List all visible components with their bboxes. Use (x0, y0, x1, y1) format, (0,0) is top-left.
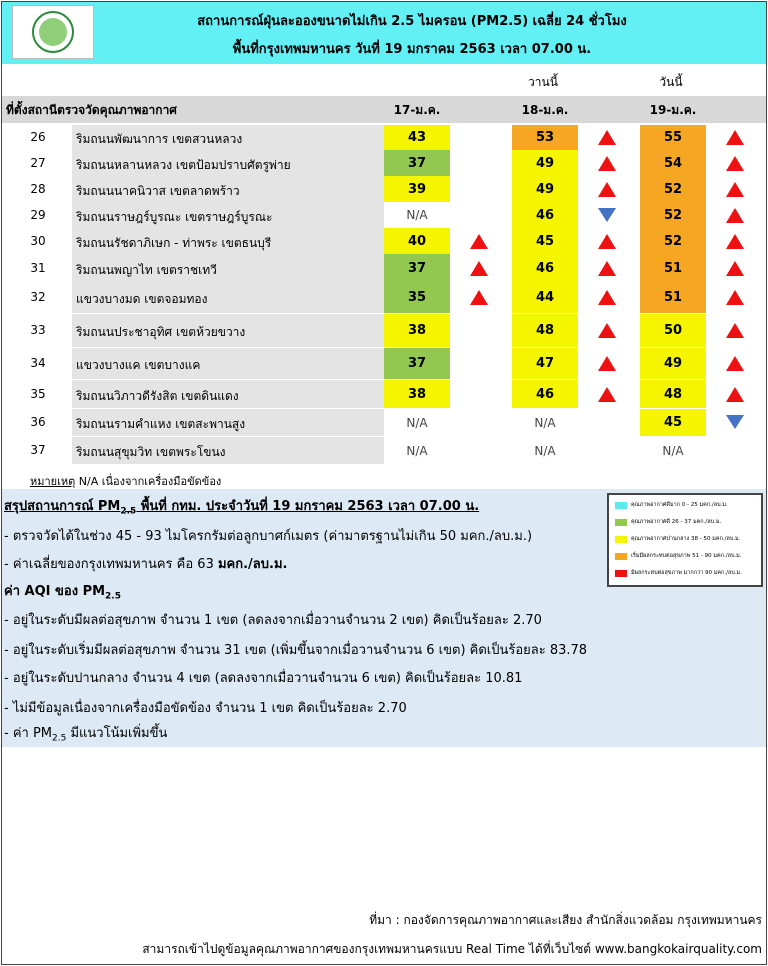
trend-down-icon (726, 415, 744, 429)
station-location: แขวงบางมด เขตจอมทอง (76, 292, 208, 306)
pm25-value-17: 40 (384, 228, 450, 254)
bangkok-logo (12, 5, 94, 59)
pm25-value-18: N/A (534, 415, 556, 430)
aqi-line-1: - อยู่ในระดับมีผลต่อสุขภาพ จำนวน 1 เขต (ลดลงจากเมื่อวานจำนวน 2 เขต) คิดเป็นร้อยละ 2.70 (4, 613, 542, 628)
today-label: วันนี้ (659, 75, 683, 89)
pm25-value-17: N/A (406, 415, 428, 430)
pm25-value-19: 49 (640, 348, 706, 379)
trend-up-icon (726, 182, 744, 197)
legend-item-good: คุณภาพอากาศดี 26 - 37 มคก./ลบ.ม. (615, 518, 721, 526)
trend-up-icon (598, 356, 616, 371)
pm25-value-19: 52 (640, 176, 706, 202)
trend-up-icon (726, 261, 744, 276)
color-legend (607, 493, 763, 587)
station-number: 27 (30, 155, 46, 170)
summary-title: สรุปสถานการณ์ $PM_{2.5}$ พื้นที่ กทม. ประจำวันที่ 19 มกราคม 2563 เวลา 07.00 น. (4, 499, 480, 517)
station-location: ริมถนนพญาไท เขตราชเทวี (76, 262, 217, 277)
legend-item-very-good: คุณภาพอากาศดีมาก 0 - 25 มคก./ลบ.ม. (615, 501, 728, 509)
aqi-line-2: - อยู่ในระดับเริ่มมีผลต่อสุขภาพ จำนวน 31 เขต (เพิ่มขึ้นจากเมื่อวานจำนวน 6 เขต) คิดเป็นร้อยละ 83.78 (4, 643, 588, 658)
pm25-value-17: 38 (384, 380, 450, 408)
station-location: ริมถนนพัฒนาการ เขตสวนหลวง (76, 132, 243, 146)
yesterday-label: วานนี้ (528, 75, 558, 89)
seal-icon (32, 11, 74, 53)
table-header (2, 96, 766, 123)
trend-up-icon (598, 387, 616, 402)
legend-item-unhealthy: มีผลกระทบต่อสุขภาพ มากกว่า 90 มคก./ลบ.ม. (615, 569, 742, 577)
summary-range: - ตรวจวัดได้ในช่วง 45 - 93 ไมโครกรัมต่อลูกบาศก์เมตร (ค่ามาตรฐานไม่เกิน 50 มคก./ลบ.ม.) (4, 529, 533, 544)
trend-up-icon (598, 323, 616, 338)
table-row (2, 282, 766, 313)
summary-average: - ค่าเฉลี่ยของกรุงเทพมหานคร คือ 63 มคก./ลบ.ม. (4, 557, 288, 572)
station-number: 28 (30, 181, 46, 196)
table-row (2, 254, 766, 282)
note-text: N/A เนื่องจากเครื่องมือขัดข้อง (75, 475, 222, 488)
report-subtitle: พื้นที่กรุงเทพมหานคร วันที่ 19 มกราคม 2563 เวลา 07.00 น. (232, 42, 592, 57)
table-row (2, 409, 766, 436)
pm25-value-19: 50 (640, 314, 706, 347)
table-row (2, 176, 766, 202)
trend-up-icon (726, 234, 744, 249)
table-row (2, 202, 766, 228)
pm25-value-18: 46 (512, 202, 578, 228)
pm25-value-17: 43 (384, 125, 450, 150)
note-label: หมายเหตุ (30, 475, 76, 488)
pm25-value-19: 55 (640, 125, 706, 150)
station-location: ริมถนนหลานหลวง เขตป้อมปราบศัตรูพ่าย (76, 157, 291, 172)
station-number: 33 (30, 323, 46, 337)
station-location: แขวงบางแค เขตบางแค (76, 358, 201, 372)
station-number: 36 (30, 415, 46, 429)
station-number: 29 (30, 207, 46, 222)
report-title: สถานการณ์ฝุ่นละอองขนาดไม่เกิน 2.5 ไมครอน (PM2.5) เฉลี่ย 24 ชั่วโมง (197, 14, 627, 29)
trend-line: - ค่า $PM_{2.5}$ มีแนวโน้มเพิ่มขึ้น (4, 726, 168, 744)
station-location: ริมถนนนาคนิวาส เขตลาดพร้าว (76, 183, 240, 198)
pm25-value-17: 39 (384, 176, 450, 202)
pm25-value-18: 46 (512, 254, 578, 282)
pm25-value-19: 52 (640, 228, 706, 254)
date-18-header: 18-ม.ค. (521, 103, 569, 117)
date-19-header: 19-ม.ค. (649, 103, 697, 117)
pm25-value-18: 49 (512, 176, 578, 202)
pm25-value-18: 46 (512, 380, 578, 408)
station-number: 31 (30, 260, 46, 275)
station-number: 30 (30, 233, 46, 248)
pm25-value-19: 48 (640, 380, 706, 408)
table-row (2, 380, 766, 408)
station-location: ริมถนนวิภาวดีรังสิต เขตดินแดง (76, 388, 239, 403)
trend-up-icon (598, 182, 616, 197)
station-number: 35 (30, 386, 46, 401)
trend-up-icon (726, 356, 744, 371)
station-number: 37 (30, 443, 46, 457)
date-17-header: 17-ม.ค. (393, 103, 441, 117)
pm25-value-19: N/A (662, 443, 684, 458)
pm25-value-19: 54 (640, 150, 706, 176)
trend-up-icon (726, 323, 744, 338)
trend-up-icon (726, 208, 744, 223)
trend-down-icon (598, 208, 616, 222)
trend-up-icon (598, 234, 616, 249)
pm25-value-18: 53 (512, 125, 578, 150)
legend-item-moderate: คุณภาพอากาศปานกลาง 38 - 50 มคก./ลบ.ม. (615, 535, 740, 543)
pm25-value-18: 47 (512, 348, 578, 379)
table-row (2, 228, 766, 254)
pm25-value-17: 38 (384, 314, 450, 347)
trend-up-icon (726, 387, 744, 402)
pm25-value-17: N/A (406, 443, 428, 458)
pm25-value-17: 37 (384, 150, 450, 176)
aqi-heading: ค่า AQI ของ $PM_{2.5}$ (4, 584, 121, 602)
pm25-value-18: 48 (512, 314, 578, 347)
station-location: ริมถนนราษฎร์บูรณะ เขตราษฎร์บูรณะ (76, 209, 273, 224)
station-number: 34 (30, 356, 46, 370)
station-location: ริมถนนสุขุมวิท เขตพระโขนง (76, 445, 226, 459)
pm25-value-19: 45 (640, 409, 706, 436)
source-note: ที่มา : กองจัดการคุณภาพอากาศและเสียง สำนักสิ่งแวดล้อม กรุงเทพมหานคร (369, 913, 762, 927)
realtime-note: สามารถเข้าไปดูข้อมูลคุณภาพอากาศของกรุงเทพมหานครแบบ Real Time ได้ที่เว็บไซต์ www.bangkokairquality.com (142, 942, 762, 956)
trend-up-icon (726, 130, 744, 145)
aqi-line-3: - อยู่ในระดับปานกลาง จำนวน 4 เขต (ลดลงจากเมื่อวานจำนวน 6 เขต) คิดเป็นร้อยละ 10.81 (4, 671, 523, 686)
trend-up-icon (598, 290, 616, 305)
pm25-value-18: 44 (512, 282, 578, 313)
table-row (2, 150, 766, 176)
pm25-value-18: 49 (512, 150, 578, 176)
station-location: ริมถนนรามคำแหง เขตสะพานสูง (76, 417, 246, 431)
pm25-value-19: 51 (640, 254, 706, 282)
trend-up-icon (470, 261, 488, 276)
pm25-value-18: 45 (512, 228, 578, 254)
trend-up-icon (470, 290, 488, 305)
station-number: 26 (30, 130, 46, 144)
report-header (2, 2, 766, 64)
table-row (2, 125, 766, 150)
trend-up-icon (598, 261, 616, 276)
station-location: ริมถนนประชาอุทิศ เขตห้วยขวาง (76, 325, 246, 339)
table-note (30, 472, 221, 490)
trend-up-icon (598, 156, 616, 171)
aqi-line-4: - ไม่มีข้อมูลเนื่องจากเครื่องมือขัดข้อง จำนวน 1 เขต คิดเป็นร้อยละ 2.70 (4, 701, 407, 716)
pm25-value-17: N/A (406, 208, 428, 222)
table-row (2, 314, 766, 347)
location-header: ที่ตั้งสถานีตรวจวัดคุณภาพอากาศ (6, 103, 177, 117)
trend-up-icon (598, 130, 616, 145)
table-row (2, 437, 766, 464)
trend-up-icon (726, 156, 744, 171)
pm25-value-17: 37 (384, 348, 450, 379)
pm25-value-17: 35 (384, 282, 450, 313)
pm25-value-18: N/A (534, 443, 556, 458)
pm25-value-19: 52 (640, 202, 706, 228)
station-number: 32 (30, 290, 46, 304)
pm25-value-19: 51 (640, 282, 706, 313)
trend-up-icon (470, 234, 488, 249)
station-location: ริมถนนรัชดาภิเษก - ท่าพระ เขตธนบุรี (76, 235, 272, 250)
pm25-value-17: 37 (384, 254, 450, 282)
table-row (2, 348, 766, 379)
legend-item-unhealthy-sensitive: เริ่มมีผลกระทบต่อสุขภาพ 51 - 90 มคก./ลบ.ม. (615, 552, 742, 560)
trend-up-icon (726, 290, 744, 305)
